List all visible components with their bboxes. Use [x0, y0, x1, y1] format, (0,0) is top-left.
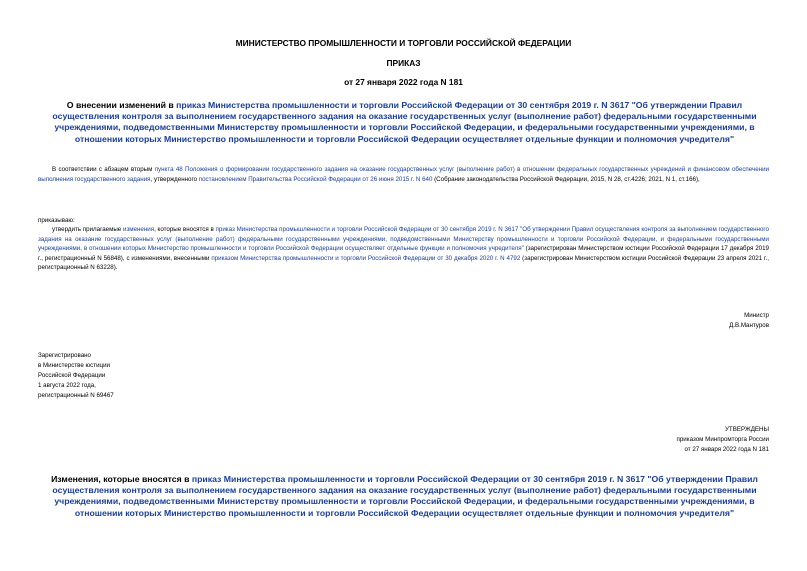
- preamble-paragraph: [38, 165, 769, 184]
- approval-line-2: приказом Минпромторга России: [676, 436, 769, 443]
- signature-position: Министр: [744, 312, 769, 319]
- order-paragraph: [38, 225, 769, 273]
- preamble-text-3: (Собрание законодательства Российской Федерации, 2015, N 28, ст.4226; 2021, N 1, ст.166),: [432, 175, 700, 183]
- approval-line-3: от 27 января 2022 года N 181: [684, 446, 769, 453]
- order-title-link[interactable]: приказ Министерства промышленности и торговли Российской Федерации от 30 сентября 2019 г. N 3617 "Об утверждении Правил осуществления контроля за выполнением государственного задания на оказание государственных услуг (выполнение работ) федеральными государственными учреждениями, подведомственными Министерству промышленности и торговли Российской Федерации, и федеральными государственными учреждениями, в отношении которых Министерство промышленности и торговли Российской Федерации осуществляет отдельные функции и полномочия учредителя": [52, 100, 757, 144]
- order-title: [38, 100, 771, 145]
- annex-title-prefix: Изменения, которые вносятся в: [51, 474, 192, 484]
- doc-date-number: от 27 января 2022 года N 181: [344, 77, 463, 87]
- order-text-1: утвердить прилагаемые: [52, 226, 123, 233]
- order-link-4792[interactable]: приказом Министерства промышленности и торговли Российской Федерации от 30 декабря 2020 г. N 4792: [211, 254, 521, 262]
- order-text-3: (зарегистрирован Министерством юстиции Российской Федерации 17 декабря 2019 г., регистрационный N 56848), с изменениями, внесенными: [38, 245, 769, 262]
- registration-line-1: Зарегистрировано: [38, 352, 91, 359]
- order-title-prefix: О внесении изменений в: [66, 100, 177, 110]
- signature-name: Д.В.Мантуров: [729, 322, 769, 329]
- registration-line-2: в Министерстве юстиции: [38, 362, 111, 369]
- ministry-heading: МИНИСТЕРСТВО ПРОМЫШЛЕННОСТИ И ТОРГОВЛИ РОССИЙСКОЙ ФЕДЕРАЦИИ: [235, 38, 572, 48]
- doc-type-heading: ПРИКАЗ: [386, 58, 421, 68]
- annex-title: [38, 474, 771, 519]
- order-link-changes[interactable]: изменения: [122, 226, 155, 233]
- preamble-text-2: , утвержденного: [150, 175, 199, 183]
- preamble-link-resolution[interactable]: постановлением Правительства Российской Федерации от 26 июня 2015 г. N 640: [198, 175, 433, 183]
- order-text-4: (зарегистрирован Министерством юстиции Российской Федерации 23 апреля 2021 г., регистрационный N 63228).: [38, 254, 769, 272]
- registration-line-4: 1 августа 2022 года,: [38, 382, 96, 389]
- annex-title-link[interactable]: приказ Министерства промышленности и торговли Российской Федерации от 30 сентября 2019 г. N 3617 "Об утверждении Правил осуществления контроля за выполнением государственного задания на оказание государственных услуг (выполнение работ) федеральными государственными учреждениями, подведомственными Министерству промышленности и торговли Российской Федерации, и федеральными государственными учреждениями, в отношении которых Министерство промышленности и торговли Российской Федерации осуществляет отдельные функции и полномочия учредителя": [52, 474, 758, 518]
- order-link-3617[interactable]: приказ Министерства промышленности и торговли Российской Федерации от 30 сентября 2019 г. N 3617 "Об утверждении Правил осуществления контроля за выполнением государственного задания на оказание государственных услуг (выполнение работ) федеральными государственными учреждениями, подведомственными Министерству промышленности и торговли Российской Федерации, и федеральными государственными учреждениями, в отношении которых Министерство промышленности и торговли Российской Федерации осуществляет отдельные функции и полномочия учредителя": [38, 226, 769, 253]
- preamble-text-1: В соответствии с абзацем вторым: [52, 166, 155, 173]
- order-word: приказываю:: [38, 217, 75, 224]
- approval-line-1: УТВЕРЖДЕНЫ: [725, 426, 769, 433]
- preamble-link-regulation[interactable]: пункта 48 Положения о формировании государственного задания на оказание государственных услуг (выполнение работ) в отношении федеральных государственных учреждений и финансовом обеспечении выполнения государственного задания: [38, 166, 769, 183]
- order-text-2: , которые вносятся в: [154, 226, 216, 233]
- registration-line-5: регистрационный N 69467: [38, 392, 114, 399]
- registration-line-3: Российской Федерации: [38, 372, 106, 379]
